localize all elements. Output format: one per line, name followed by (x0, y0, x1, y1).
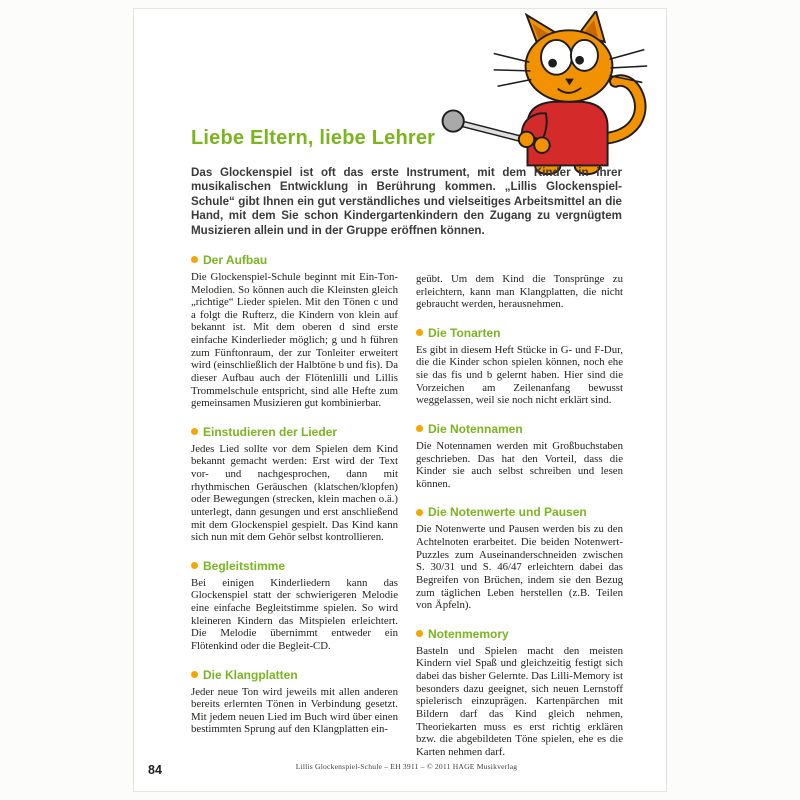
section-die-notennamen (416, 422, 623, 491)
section-einstudieren-der-lieder (191, 425, 398, 544)
section-continuation: geübt. Um dem Kind die Tonsprünge zu erleichtern, kann man Klangplatten, die nicht gebraucht werden, herausnehmen. (416, 272, 623, 311)
section-heading: Die Notennamen (428, 421, 523, 436)
section-body: Die Notenwerte und Pausen werden bis zu den Achtelnoten erarbeitet. Die beiden Notenwert-Puzzles zum Auseinanderschneiden zwischen S. 30/31 und S. 46/47 erleichtern dabei das Begreifen von Brüchen, indem sie den Bezug zum täglichen Leben herstellen (z.B. Teilen von Äpfeln). (416, 523, 623, 612)
bullet-icon (191, 428, 198, 435)
section-heading: Der Aufbau (203, 252, 268, 267)
bullet-icon (416, 425, 423, 432)
section-body: Jedes Lied sollte vor dem Spielen dem Kind bekannt gemacht werden: Erst wird der Text vor- und nachgesprochen, dann mit rhythmischen Geräuschen (klatschen/klopfen) oder Bewegungen (strecken, klein machen o.ä.) unterlegt, dann gesungen und erst anschließend mit dem Glockenspiel gespielt. Das Kind kann sich nun mit dem Gehör selbst kontrollieren. (191, 442, 398, 544)
section-header (416, 505, 623, 519)
section-header (191, 668, 398, 682)
section-body: Bei einigen Kinderliedern kann das Glockenspiel statt der schwierigeren Melodie eine einfache Begleitstimme spielen. So wird kleineren Kindern das Mitspielen erleichtert. Die Melodie übernimmt entweder ein Flötenkind oder die Begleit-CD. (191, 576, 398, 652)
two-column-layout (191, 253, 622, 774)
section-heading: Einstudieren der Lieder (203, 424, 338, 439)
bullet-icon (416, 329, 423, 336)
section-heading: Notenmemory (428, 626, 509, 641)
section-body: Es gibt in diesem Heft Stücke in G- und F-Dur, die die Kinder schon spielen können, noch ehe sie das fis und b gelernt haben. Hier sind die Vorzeichen am Zeilenanfang bewusst weggelassen, weil sie noch nicht erklärt sind. (416, 343, 623, 407)
bullet-icon (191, 671, 198, 678)
section-header (416, 422, 623, 436)
section-header (191, 425, 398, 439)
bullet-icon (416, 509, 423, 516)
section-body: Basteln und Spielen macht den meisten Kindern viel Spaß und gleichzeitig festigt sich dabei das bisher Gelernte. Das Lilli-Memory ist besonders dazu geeignet, sich neuen Lernstoff spielerisch einzuprägen. Kartenpärchen mit Bildern darf das Kind gleich nehmen, Theoriekarten muss es erst richtig erklären bzw. die abgebildeten Töne spielen, ehe es die Karten nehmen darf. (416, 644, 623, 758)
footer-imprint: Lillis Glockenspiel-Schule – EH 3911 – © 2011 HAGE Musikverlag (295, 762, 518, 771)
section-heading: Begleitstimme (203, 558, 286, 573)
section-der-aufbau (191, 253, 398, 410)
intro-paragraph: Das Glockenspiel ist oft das erste Instrument, mit dem Kinder in ihrer musikalischen Entwicklung in Berührung kommen. „Lillis Glockenspiel-Schule“ gibt Ihnen ein gut verständliches und vielseitiges Arbeitsmittel an die Hand, mit dem Sie schon Kindergartenkindern den Zugang zu vergnügtem Musizieren allein und in der Gruppe eröffnen können. (191, 166, 622, 237)
section-header (416, 326, 623, 340)
section-die-klangplatten (191, 668, 398, 737)
section-header (191, 253, 398, 267)
section-body: Jeder neue Ton wird jeweils mit allen anderen bereits erlernten Tönen in Verbindung gesetzt. Mit jedem neuen Lied im Buch wird über einen bestimmten Sprung auf den Klangplatten ein- (191, 685, 398, 736)
section-header (191, 559, 398, 573)
section-begleitstimme (191, 559, 398, 653)
page-footer (191, 756, 622, 774)
page-title: Liebe Eltern, liebe Lehrer (191, 127, 436, 149)
section-heading: Die Tonarten (428, 325, 501, 340)
section-notenmemory (416, 627, 623, 759)
page-number: 84 (148, 763, 162, 777)
bullet-icon (416, 630, 423, 637)
bullet-icon (191, 256, 198, 263)
section-header (416, 627, 623, 641)
section-die-tonarten (416, 326, 623, 407)
section-body: Die Glockenspiel-Schule beginnt mit Ein-Ton-Melodien. So können auch die Kleinsten gleich „richtige“ Lieder spielen. Mit den Tönen c und a folgt die Rufterz, die Kindern von klein auf bekannt ist. Mit dem oberen d sind erste einfache Kinderlieder möglich; g und h führen zum Fünftonraum, der zur Tonleiter erweitert wird (einschließlich der Halbtöne b und fis). Da dieser Aufbau auch der Flötenlilli und Lillis Trommelschule entspricht, sind alle Hefte zum gemeinsamen Musizieren gut kombinierbar. (191, 270, 398, 410)
page-content (134, 9, 666, 773)
right-column (416, 253, 623, 774)
left-column (191, 253, 398, 774)
section-die-notenwerte-und-pausen (416, 505, 623, 611)
bullet-icon (191, 562, 198, 569)
section-heading: Die Klangplatten (203, 667, 298, 682)
book-page (133, 8, 667, 792)
section-body: Die Notennamen werden mit Großbuchstaben geschrieben. Das hat den Vorteil, dass die Kinder sie auch selbst schreiben und lesen können. (416, 439, 623, 490)
section-heading: Die Notenwerte und Pausen (428, 505, 587, 520)
